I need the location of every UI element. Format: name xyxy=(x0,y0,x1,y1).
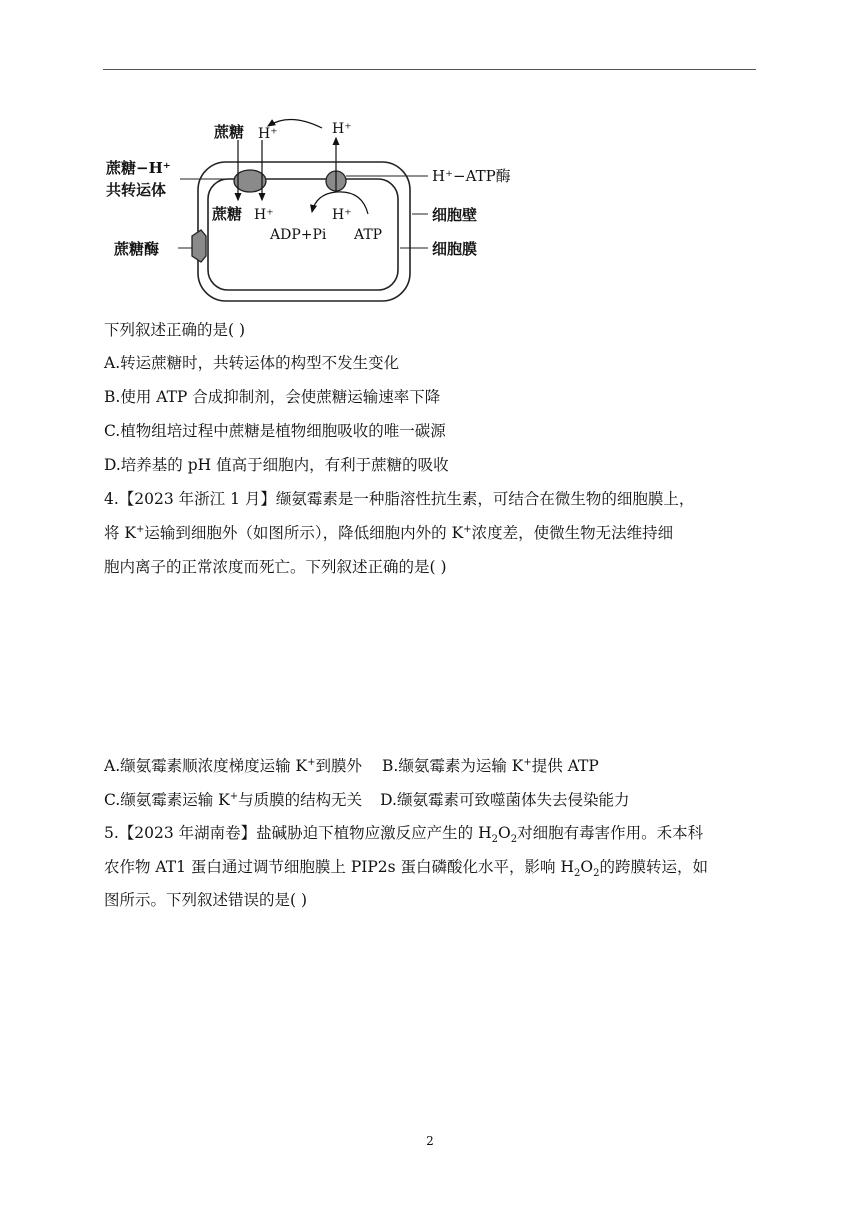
cell-membrane-label: 细胞膜 xyxy=(432,240,478,258)
sucrose-inside-label: 蔗糖 xyxy=(212,205,243,223)
h-inside-right-label: H⁺ xyxy=(332,207,352,223)
q5-line-1 xyxy=(104,823,704,846)
page-number: 2 xyxy=(426,1134,434,1148)
header-rule xyxy=(103,69,756,70)
q4-text: 将 K xyxy=(104,524,137,542)
q4-option-c: C.缬氨霉素运输 K+与质膜的结构无关 xyxy=(104,790,363,809)
h-outside-left-label: H⁺ xyxy=(258,126,278,142)
invertase-label: 蔗糖酶 xyxy=(114,240,160,258)
q5-text: 5.【2023 年湖南卷】盐碱胁迫下植物应激反应产生的 H xyxy=(104,824,492,842)
q4-option-a: A.缬氨霉素顺浓度梯度运输 K+到膜外 xyxy=(104,756,363,775)
q4-text: 浓度差，使微生物无法维持细 xyxy=(471,524,674,542)
cotransporter-label-1: 蔗糖−H⁺ xyxy=(106,159,171,177)
subscript: 2 xyxy=(574,868,581,880)
q5-text: O xyxy=(497,824,511,842)
q5-line-3: 图所示。下列叙述错误的是( ) xyxy=(104,891,308,909)
q3-option-d: D.培养基的 pH 值高于细胞内，有利于蔗糖的吸收 xyxy=(104,456,449,474)
subscript: 2 xyxy=(491,834,498,846)
q4-options-row-2 xyxy=(104,790,629,810)
subscript: 2 xyxy=(510,834,518,846)
q4-options-row-1 xyxy=(104,756,599,776)
q4-line-3: 胞内离子的正常浓度而死亡。下列叙述正确的是( ) xyxy=(104,558,447,576)
q3-option-c: C.植物组培过程中蔗糖是植物细胞吸收的唯一碳源 xyxy=(104,422,446,440)
subscript: 2 xyxy=(593,868,600,880)
q5-text: 的跨膜转运，如 xyxy=(599,858,708,876)
cotransporter-protein xyxy=(234,170,266,192)
q4-line-1: 4.【2023 年浙江 1 月】缬氨霉素是一种脂溶性抗生素，可结合在微生物的细胞膜上， xyxy=(104,490,695,508)
q5-text: 对细胞有毒害作用。禾本科 xyxy=(517,824,704,842)
q4-option-d: D.缬氨霉素可致噬菌体失去侵染能力 xyxy=(380,791,630,809)
sucrose-transport-diagram xyxy=(100,112,530,312)
q4-line-2 xyxy=(104,523,673,543)
superscript: + xyxy=(463,523,472,535)
q3-option-a: A.转运蔗糖时，共转运体的构型不发生变化 xyxy=(104,354,400,372)
q5-text: O xyxy=(580,858,594,876)
q5-line-2 xyxy=(104,857,708,880)
invertase-protein xyxy=(192,230,206,262)
q5-text: 农作物 AT1 蛋白通过调节细胞膜上 PIP2s 蛋白磷酸化水平，影响 H xyxy=(104,858,574,876)
cotransporter-label-2: 共转运体 xyxy=(106,181,167,199)
h-outside-right-label: H⁺ xyxy=(332,121,352,137)
q4-option-b: B.缬氨霉素为运输 K+提供 ATP xyxy=(382,756,599,775)
q3-option-b: B.使用 ATP 合成抑制剂，会使蔗糖运输速率下降 xyxy=(104,388,441,406)
h-inside-left-label: H⁺ xyxy=(254,207,274,223)
sucrose-outside-label: 蔗糖 xyxy=(214,123,245,141)
q4-text: 运输到细胞外（如图所示），降低细胞内外的 K xyxy=(144,524,464,542)
cell-wall-label: 细胞壁 xyxy=(432,206,478,224)
atpase-label: H⁺−ATP酶 xyxy=(432,167,511,185)
adp-pi-label: ADP+Pi xyxy=(270,227,327,243)
atp-label: ATP xyxy=(354,227,383,243)
q3-stem: 下列叙述正确的是( ) xyxy=(104,321,246,339)
superscript: + xyxy=(136,523,145,535)
